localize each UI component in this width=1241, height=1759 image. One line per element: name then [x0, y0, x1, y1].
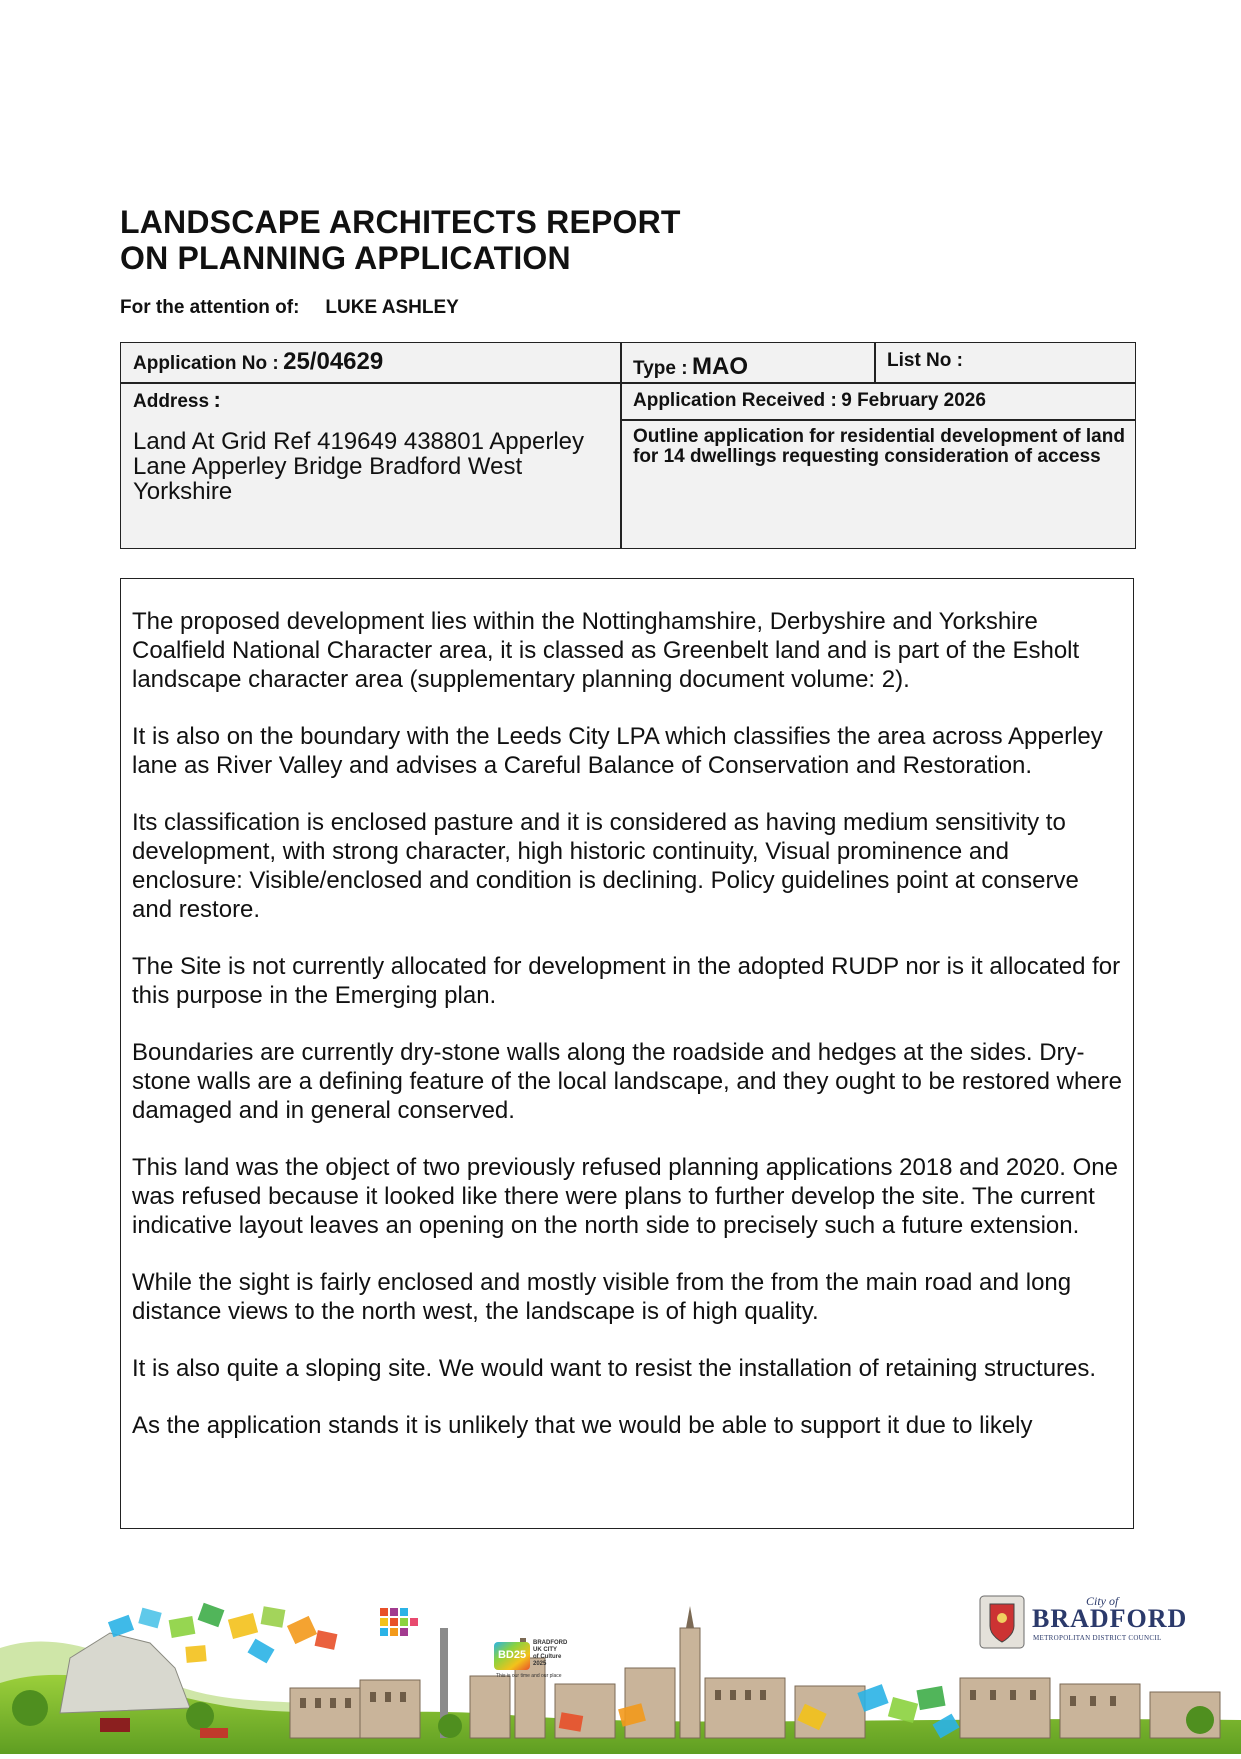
- report-paragraph: The proposed development lies within the Nottinghamshire, Derbyshire and Yorkshire Coalfield National Character area, it is classed as Greenbelt land and is part of the Esholt landscape character area (supplementary planning document volume: 2).: [132, 608, 1080, 693]
- list-number-cell: [887, 350, 963, 372]
- report-paragraph: This land was the object of two previously refused planning applications 2018 and 2020. One was refused because it looked like there were plans to further develop the site. The current indicative layout leaves an opening on the north side to precisely such a future extension.: [132, 1154, 1118, 1239]
- received-cell: [633, 390, 986, 412]
- report-title: [120, 204, 681, 276]
- report-body: [120, 578, 1134, 1529]
- list-number-label: List No :: [887, 350, 963, 371]
- report-paragraphs: [132, 607, 1122, 1468]
- received-label: Application Received :: [633, 390, 837, 411]
- application-details-table: [120, 342, 1136, 549]
- application-number-cell: [133, 348, 383, 376]
- pixel-mosaic-logo: [380, 1608, 418, 1636]
- address-label-cell: [133, 387, 221, 413]
- culture-slogan: This is our time and our place: [496, 1673, 562, 1679]
- table-divider-horizontal-3: [620, 419, 1136, 421]
- attention-line: [120, 297, 459, 319]
- council-crest-icon: [980, 1596, 1024, 1648]
- footer-banner: [0, 1588, 1241, 1754]
- type-cell: [633, 353, 748, 381]
- address-label: Address: [133, 391, 210, 412]
- culture-tag-3: of Culture: [533, 1654, 562, 1660]
- table-divider-horizontal-2: [620, 382, 1136, 384]
- application-number-label: Application No :: [133, 353, 279, 374]
- received-value: 9 February 2026: [841, 390, 986, 411]
- type-label: Type :: [633, 358, 688, 379]
- logo-bradford: BRADFORD: [1032, 1604, 1188, 1633]
- report-paragraph: It is also on the boundary with the Leeds City LPA which classifies the area across Apperley lane as River Valley and advises a Careful Balance of Conservation and Restoration.: [132, 723, 1103, 779]
- report-paragraph: Its classification is enclosed pasture and it is considered as having medium sensitivity to development, with strong character, high historic continuity, Visual prominence and enclosure: Visible/enclosed and condition is declining. Policy guidelines point at conserve and restore.: [132, 809, 1079, 923]
- attention-label: For the attention of:: [120, 297, 300, 318]
- table-divider-vertical-2: [874, 343, 876, 383]
- report-paragraph: It is also quite a sloping site. We would want to resist the installation of retaining structures.: [132, 1355, 1097, 1382]
- train-icon: [100, 1718, 130, 1732]
- address-value: Land At Grid Ref 419649 438801 Apperley Lane Apperley Bridge Bradford West Yorkshire: [133, 428, 585, 505]
- culture-tag-4: 2025: [533, 1661, 547, 1667]
- application-number-value: 25/04629: [283, 348, 384, 375]
- report-title-line-1: LANDSCAPE ARCHITECTS REPORT: [120, 204, 681, 240]
- culture-tag-2: UK CITY: [533, 1647, 557, 1653]
- logo-council: METROPOLITAN DISTRICT COUNCIL: [1033, 1634, 1162, 1642]
- report-paragraph: The Site is not currently allocated for development in the adopted RUDP nor is it allocated for this purpose in the Emerging plan.: [132, 953, 1121, 1009]
- application-description: Outline application for residential development of land for 14 dwellings requesting consideration of access: [633, 426, 1125, 467]
- report-paragraph: Boundaries are currently dry-stone walls along the roadside and hedges at the sides. Dry-stone walls are a defining feature of the local landscape, and they ought to be restored where damaged and in general conserved.: [132, 1039, 1122, 1124]
- address-colon: :: [213, 387, 221, 412]
- report-title-line-2: ON PLANNING APPLICATION: [120, 240, 571, 276]
- report-paragraph: As the application stands it is unlikely that we would be able to support it due to likely: [132, 1412, 1033, 1439]
- culture-tag-1: BRADFORD: [533, 1640, 568, 1646]
- table-divider-horizontal-1: [121, 382, 620, 384]
- type-value: MAO: [692, 353, 748, 380]
- logo-city-of: City of: [1086, 1594, 1119, 1608]
- culture-badge-text: BD25: [497, 1649, 527, 1661]
- bus-icon: [200, 1728, 228, 1738]
- report-paragraph: While the sight is fairly enclosed and mostly visible from the from the main road and long distance views to the north west, the landscape is of high quality.: [132, 1269, 1072, 1325]
- culture-logo-text: [533, 1640, 567, 1668]
- attention-name: LUKE ASHLEY: [325, 297, 459, 318]
- table-divider-vertical-1: [620, 343, 622, 549]
